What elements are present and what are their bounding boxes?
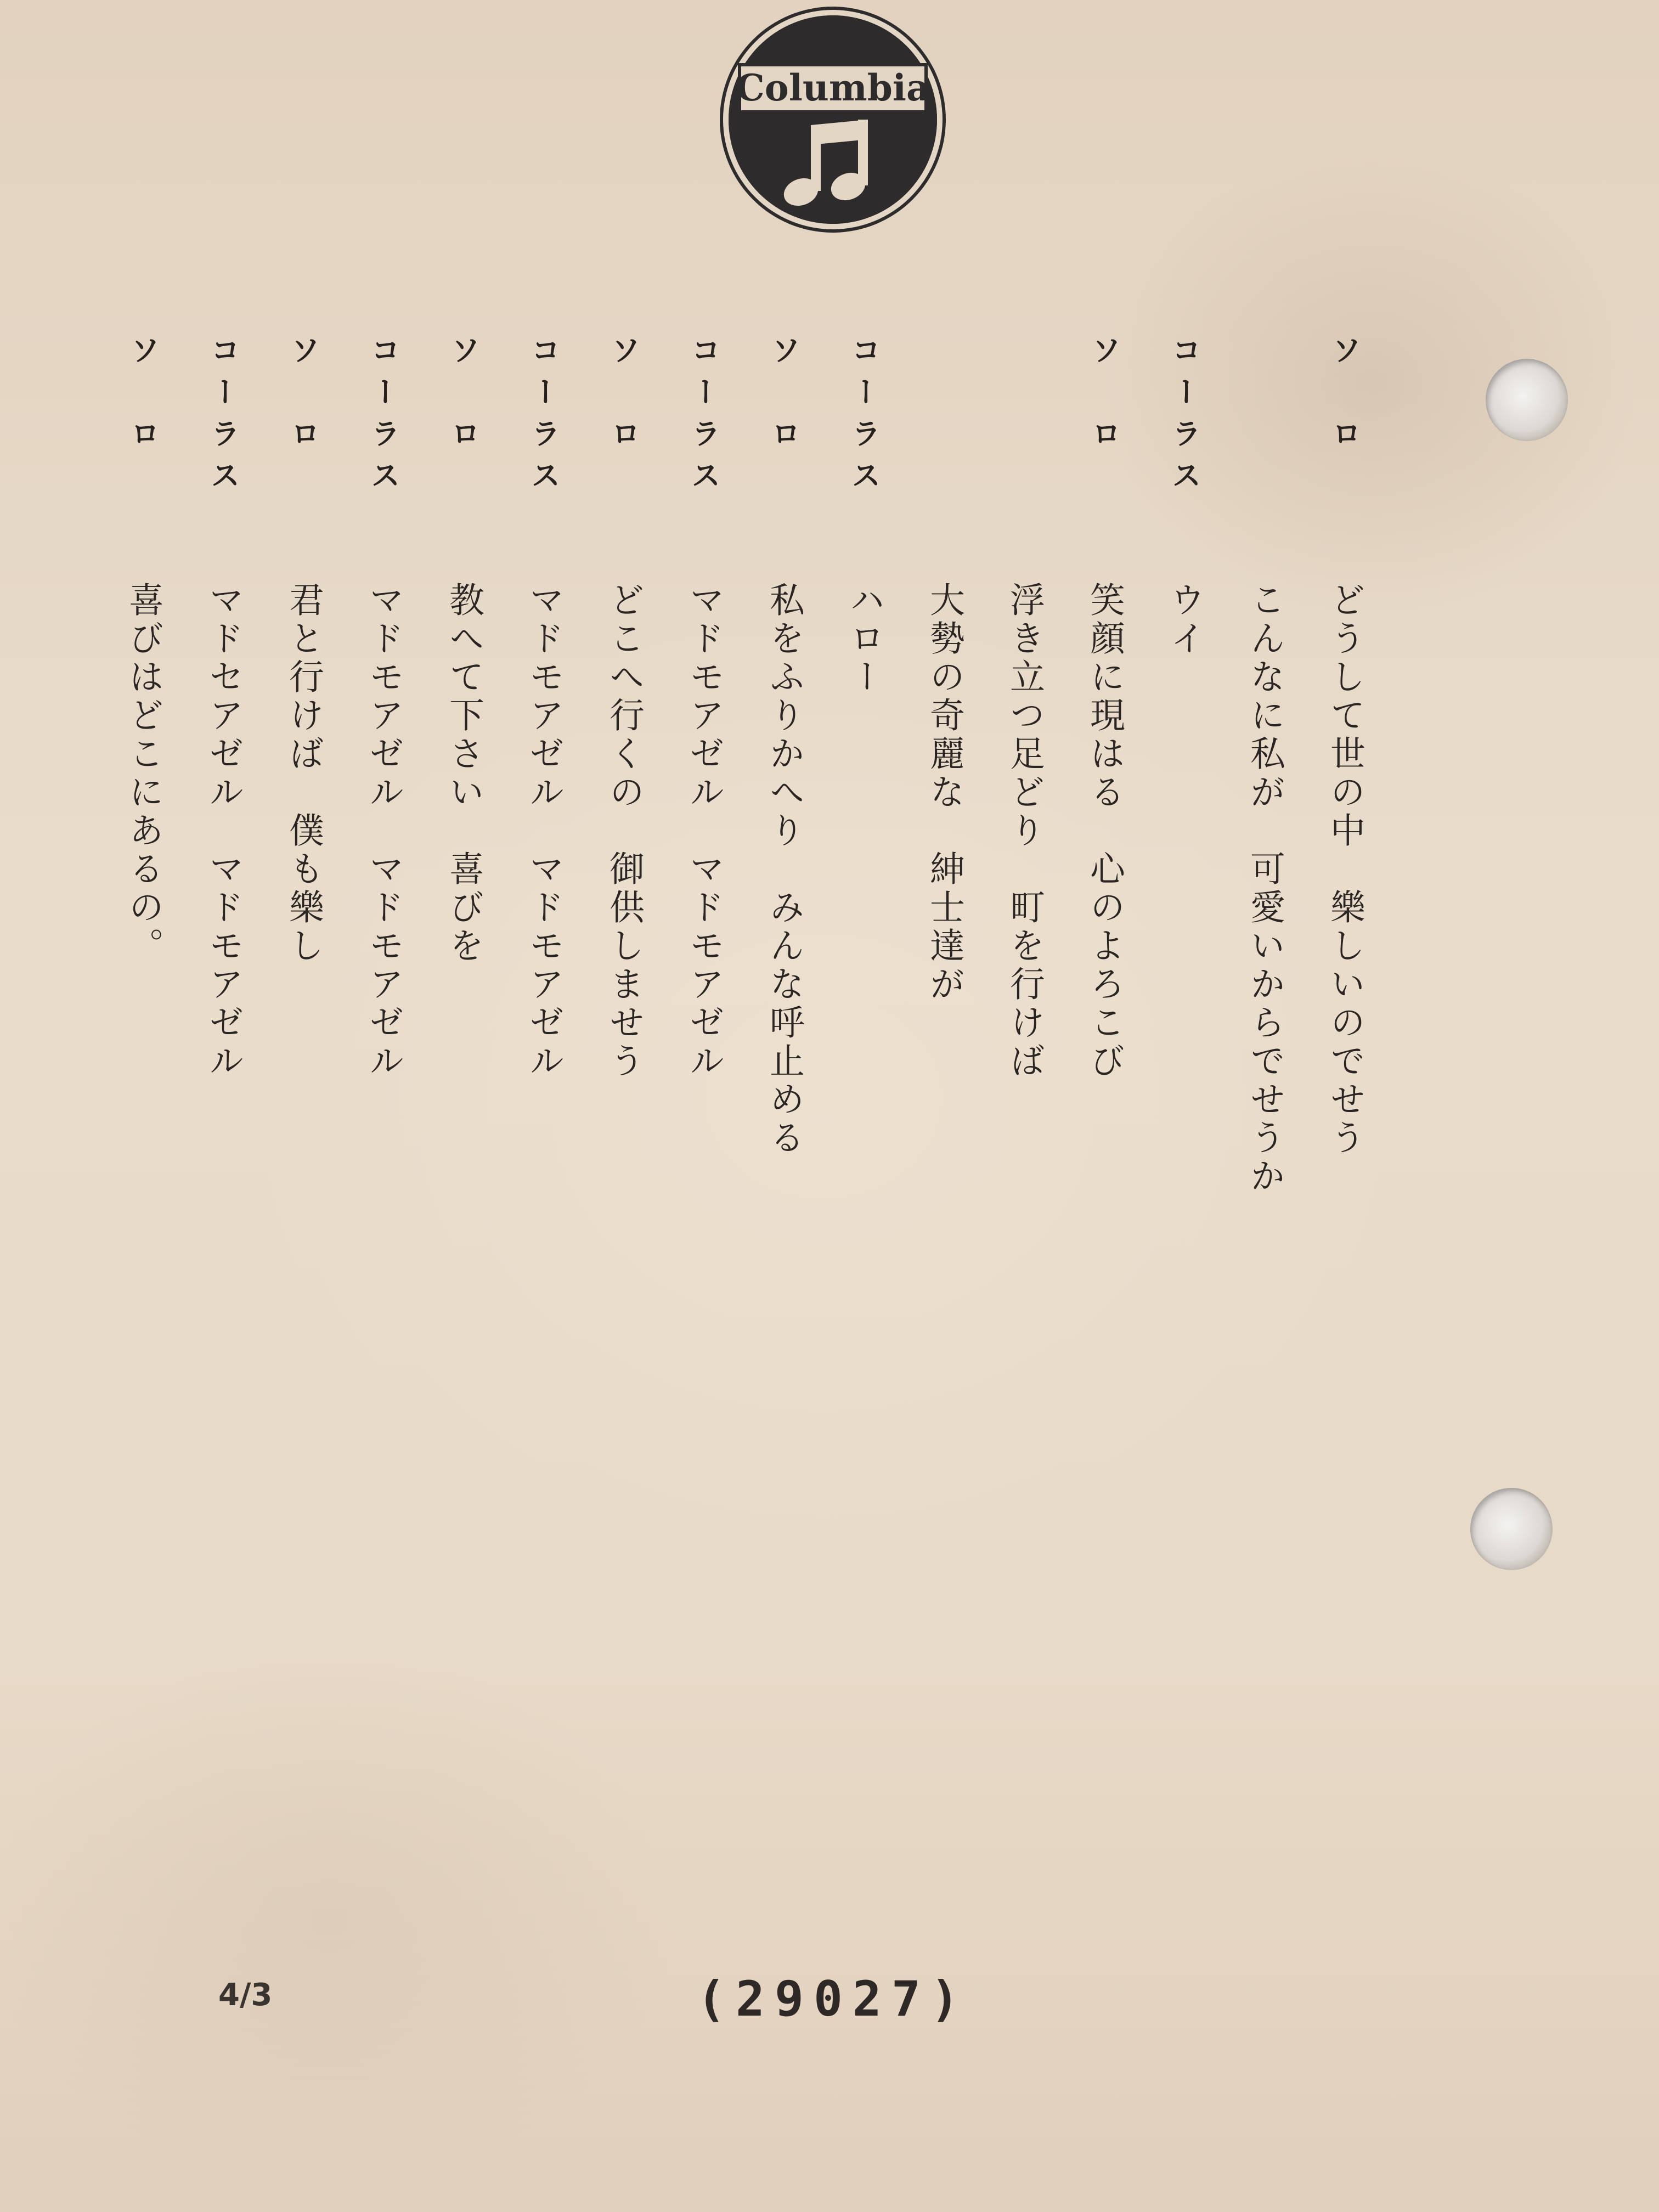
lyric-column [263, 335, 343, 1322]
lyric-column [904, 335, 984, 1322]
speaker-label: ソ ロ [286, 335, 321, 460]
speaker-label: コーラス [366, 335, 401, 501]
speaker-label: コーラス [847, 335, 882, 501]
lyric-line: 喜びはどこにあるの。 [123, 582, 163, 966]
speaker-label: コーラス [1167, 335, 1202, 501]
lyric-column [824, 335, 904, 1322]
lyric-line: マドモアゼル マドモアゼル [523, 582, 564, 1081]
speaker-label: コーラス [206, 335, 241, 501]
lyric-column [584, 335, 664, 1322]
lyric-line: 大勢の奇麗な 紳士達が [924, 582, 964, 1004]
lyric-column [1144, 335, 1224, 1322]
speaker-label: ソ ロ [446, 335, 481, 460]
lyric-column [1305, 335, 1385, 1322]
lyric-column [1064, 335, 1144, 1322]
lyric-column [103, 335, 183, 1322]
lyric-column [984, 335, 1064, 1322]
lyric-line: 私をふりかへり みんな呼止める [764, 582, 804, 1158]
page-number: 4/3 [218, 1977, 273, 2013]
lyric-line: ハロー [844, 582, 884, 697]
lyric-line: ウイ [1164, 582, 1205, 658]
binder-hole [1470, 1488, 1553, 1570]
lyric-line: 笑顔に現はる 心のよろこび [1084, 582, 1125, 1081]
lyric-line: こんなに私が 可愛いからでせうか [1244, 582, 1285, 1196]
lyric-column [343, 335, 424, 1322]
lyric-line: マドモアゼル マドモアゼル [363, 582, 404, 1081]
lyric-column [424, 335, 504, 1322]
lyric-column [183, 335, 263, 1322]
lyric-column [744, 335, 824, 1322]
lyric-column [664, 335, 744, 1322]
speaker-label: ソ ロ [606, 335, 641, 460]
lyric-line: どこへ行くの 御供しませう [603, 582, 644, 1081]
speaker-label: コーラス [686, 335, 721, 501]
lyric-line: 浮き立つ足どり 町を行けば [1004, 582, 1045, 1081]
binder-hole [1486, 359, 1568, 441]
lyric-column [1224, 335, 1305, 1322]
speaker-label: ソ ロ [1087, 335, 1122, 460]
lyric-line: マドモアゼル マドモアゼル [684, 582, 724, 1081]
speaker-label: ソ ロ [1327, 335, 1362, 460]
logo-text: Columbia [736, 66, 930, 109]
lyric-columns [103, 335, 1385, 1322]
music-note-icon [729, 15, 937, 224]
catalog-number: (29027) [697, 1971, 969, 2027]
lyric-line: マドセアゼル マドモアゼル [203, 582, 244, 1081]
speaker-label: ソ ロ [126, 335, 161, 460]
lyric-column [504, 335, 584, 1322]
columbia-logo [729, 15, 937, 224]
lyric-line: どうして世の中 樂しいのでせう [1324, 582, 1365, 1158]
lyric-line: 教へて下さい 喜びを [443, 582, 484, 966]
speaker-label: ソ ロ [766, 335, 802, 460]
lyric-line: 君と行けば 僕も樂し [283, 582, 324, 966]
speaker-label: コーラス [526, 335, 561, 501]
